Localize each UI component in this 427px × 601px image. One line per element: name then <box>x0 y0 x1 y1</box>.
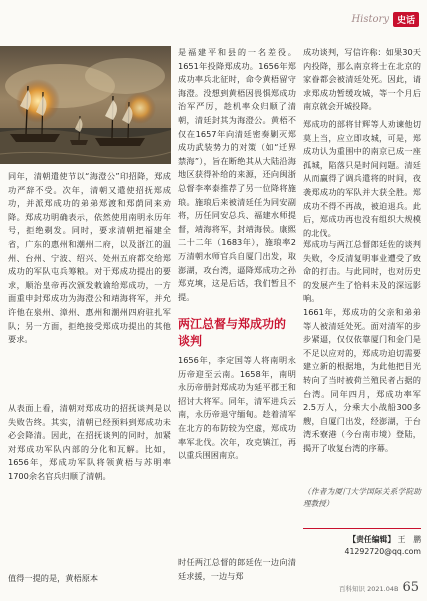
column1-paragraph-1: 同年，清朝遣使节以“海澄公”印招降，郑成功严辞不受。次年，清朝又遣使招抚郑成功，并派郑成功的弟弟郑渡和郑荫同来劝降。郑成功明确表示，依然使用南明永历年号，拒绝剃发。同时，要求清朝把福建全省，广东的惠州和潮州二府，以及浙江的温州、台州、宁波、绍兴、处州五府都交给郑成功的军队屯兵筹粮。对于郑成功提出的要求，顺治皇帝再次颁发敕谕给郑成功，一方面重申封郑成功为海澄公和靖海将军，并允许他在泉州、漳州、惠州和潮州四府驻扎军队；另一方面，拒绝接受郑成功提出的其他要求。 <box>8 171 171 345</box>
section-title: 两江总督与郑成功的谈判 <box>178 317 287 348</box>
section-label-en: History <box>351 14 389 25</box>
column3-paragraph-2: 郑成功的部将甘辉等人劝谏他切莫上当，应立即攻城，可是，郑成功认为重围中的南京已成一座孤城，陷落只是时间问题。清廷从而赢得了调兵遣将的时间，夜袭郑成功的军队并大获全胜。郑成功不得不再战，被迫退兵。此后，郑成功再也没有组织大规模的北伐。 <box>303 119 421 238</box>
page-footer <box>339 580 419 595</box>
section-header <box>351 12 419 27</box>
column2-paragraph-1: 是福建平和县的一名差役。1651年投降郑成功。1656年郑成功率兵北征时，命令黄梧留守海澄。没想到黄梧因畏惧郑成功治军严厉，趁机率众归顺了清朝，清廷封其为海澄公。黄梧不仅在1657年向清廷密奏剿灭郑成功武装势力的对策（如“迁界禁海”），旨在断绝其从大陆沿海地区获得补给的来源，还向闽浙总督李率泰推荐了另一位降将施琅。施琅后来被清廷任为同安副将，历任同安总兵、福建水师提督，靖海将军，封靖海侯。康熙二十二年（1683年），施琅率2万清朝水师官兵自厦门出发，取澎湖，攻台湾，逼降郑成功之孙郑克塽，这是后话，我们暂且不提。 <box>178 47 296 302</box>
column2-paragraph-2: 1656年，李定国等人将南明永历帝迎至云南。1658年，南明永历帝册封郑成功为延平郡王和招讨大将军。同年，清军进兵云南，永历帝退守缅甸。趁着清军在北方的布防较为空虚，郑成功率军北伐。次年，攻克镇江，再以重兵围困南京。 <box>178 355 296 461</box>
column3-paragraph-4: 1661年，郑成功的父亲和弟弟等人被清廷处死。面对清军的步步紧逼，仅仅依靠厦门和金门是不足以应对的，郑成功迫切需要建立新的根据地，为此他把目光转向了当时被荷兰殖民者占据的台湾。同年四月，郑成功率军2.5万人，分乘大小战船300多艘，自厦门出发，经澎湖，于台湾禾寮港（今台南市境）登陆，揭开了收复台湾的序幕。 <box>303 307 421 453</box>
editor-name: 王 鹏 <box>397 535 421 544</box>
naval-battle-painting <box>0 46 171 164</box>
section-label-cn: 史话 <box>393 12 419 27</box>
column1-paragraph-3: 值得一提的是，黄梧原本 <box>8 573 99 583</box>
editor-label: 【责任编辑】 <box>348 535 396 544</box>
editor-email[interactable]: 41292720@qq.com <box>344 547 421 556</box>
journal-issue: 百科知识 2021.04B <box>339 585 399 593</box>
page-number: 65 <box>402 580 419 595</box>
author-note: （作者为厦门大学国际关系学院助理教授） <box>303 487 421 509</box>
column2-paragraph-3: 时任两江总督的郎廷佐一边向清廷求援，一边与郑 <box>178 557 296 581</box>
column1-paragraph-2: 从表面上看，清朝对郑成功的招抚谈判是以失败告终。其实，清朝已经预料到郑成功未必会降清。因此，在招抚谈判的同时，加紧对郑成功军队内部的分化和瓦解。比如，1656年，郑成功军队将领黄梧与苏明率1700余名官兵归顺了清朝。 <box>8 403 171 481</box>
column3-paragraph-1: 成功谈判，写信许称：如果30天内投降，那么南京将士在北京的家眷都会被清廷处死。因此，请求郑成功暂缓攻城，等一个月后南京就会开城投降。 <box>303 47 421 112</box>
editor-credit <box>303 528 421 558</box>
column3-paragraph-3: 郑成功与两江总督郎廷佐的谈判失败，令反清复明事业遭受了致命的打击。与此同时，也对历史的发展产生了恰料未及的深远影响。 <box>303 239 421 304</box>
